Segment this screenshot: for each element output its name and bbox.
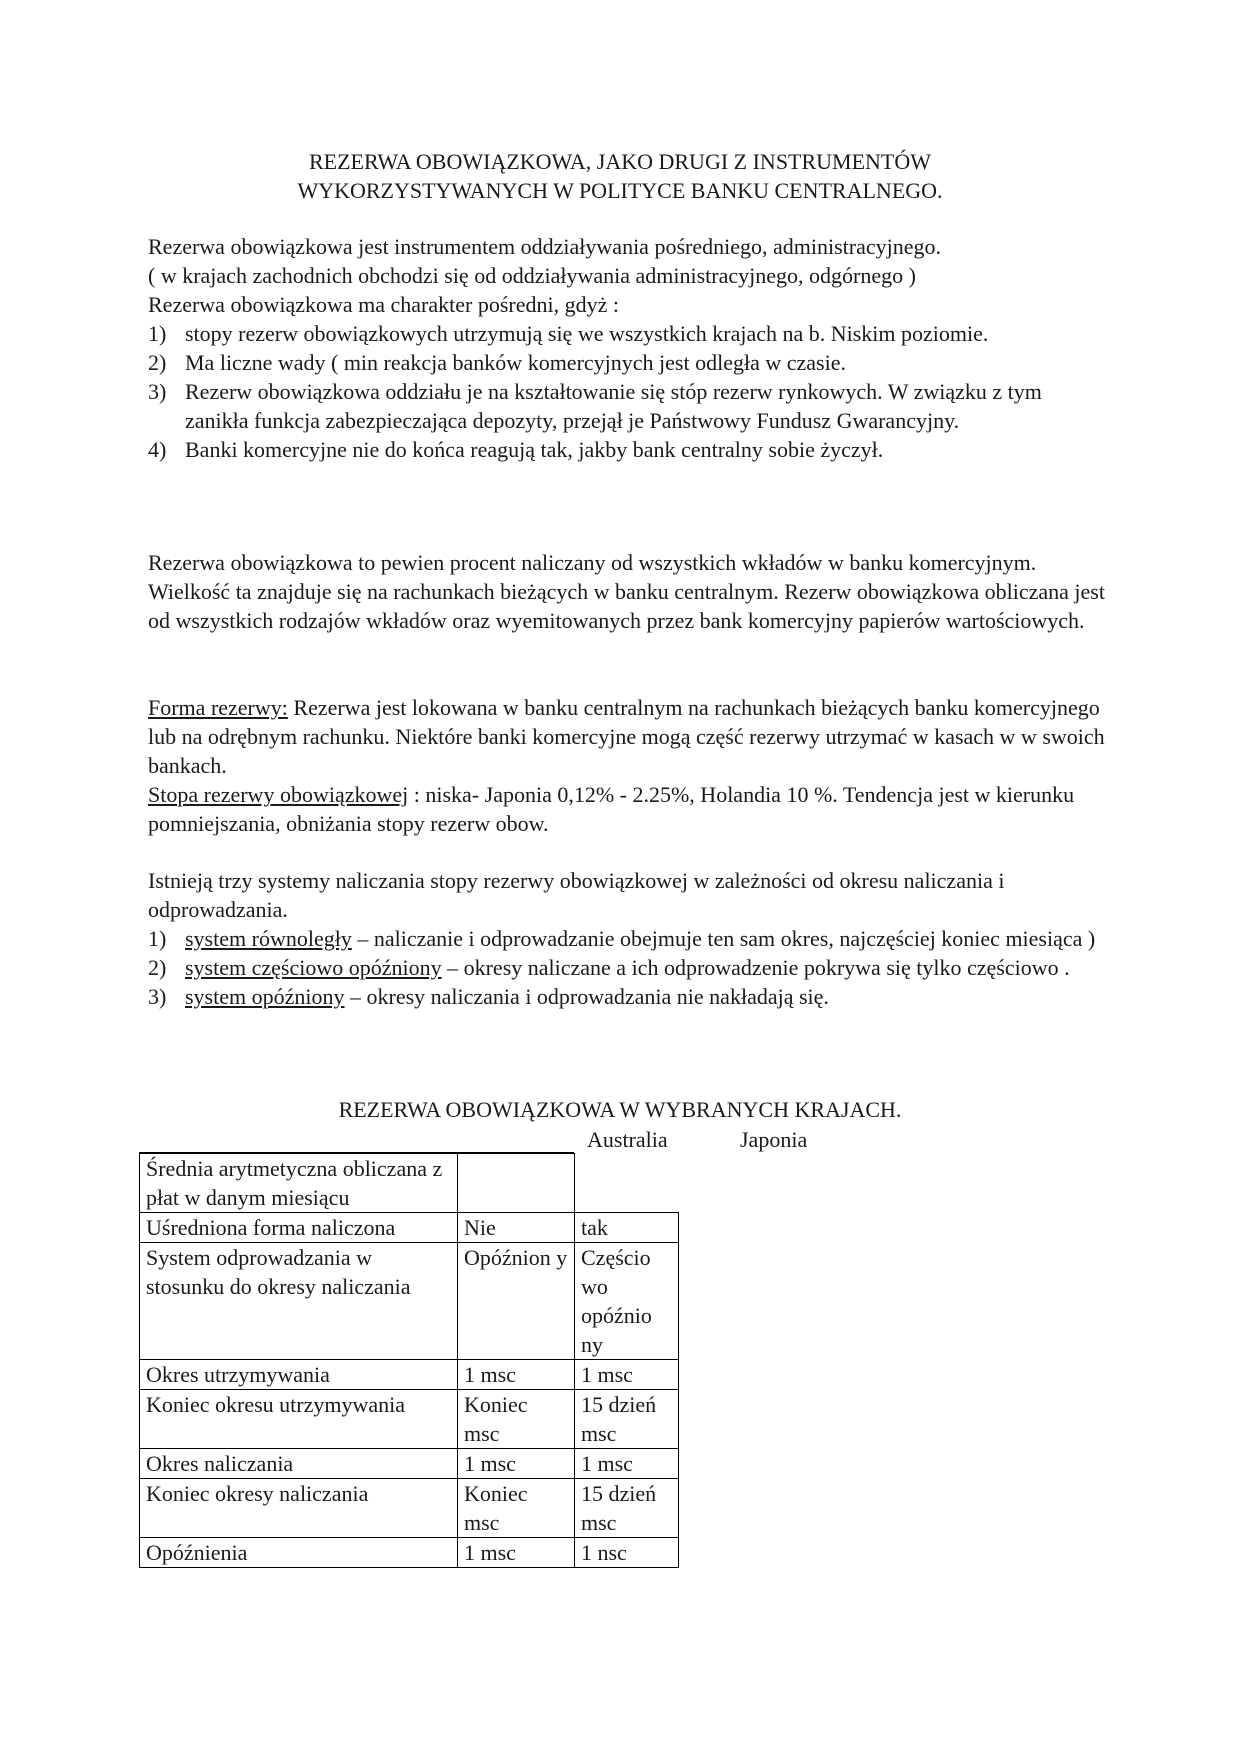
cell-australia: [458, 1154, 575, 1213]
cell-australia: Nie: [458, 1213, 575, 1243]
table-row: [140, 1538, 679, 1568]
paragraph-text: Rezerwa obowiązkowa to pewien procent naliczany od wszystkich wkładów w banku komercyjnym. Wielkość ta znajduje się na rachunkach bieżących w banku centralnym. Rezerw obowiązkowa obliczana jest od wszystkich rodzajów wkładów oraz wyemitowanych przez bank komercyjny papierów wartościowych.: [148, 550, 1105, 633]
cell-australia: Koniec msc: [458, 1390, 575, 1449]
list-text: – okresy naliczania i odprowadzania nie nakładają się.: [344, 984, 829, 1009]
list-number: 2): [148, 350, 167, 375]
forma-text: Rezerwa jest lokowana w banku centralnym na rachunkach bieżących banku komercyjnego lub na odrębnym rachunku. Niektóre banki komercyjne mogą część rezerwy utrzymać w kasach w w swoich bankach.: [148, 695, 1105, 778]
list-item: [148, 377, 1108, 435]
intro-section: [148, 232, 1108, 464]
cell-australia: 1 msc: [458, 1449, 575, 1479]
table-row: [140, 1243, 679, 1360]
list-number: 1): [148, 926, 167, 951]
column-header-japonia: Japonia: [740, 1127, 808, 1152]
document-title-line2: WYKORZYSTYWANYCH W POLITYCE BANKU CENTRALNEGO.: [297, 178, 943, 203]
stopa-paragraph: [148, 780, 1108, 838]
row-label: Średnia arytmetyczna obliczana z płat w danym miesiącu: [140, 1154, 458, 1213]
intro-line: Rezerwa obowiązkowa jest instrumentem oddziaływania pośredniego, administracyjnego.: [148, 234, 941, 259]
row-label: Koniec okresu utrzymywania: [140, 1390, 458, 1449]
list-text: Banki komercyjne nie do końca reagują tak, jakby bank centralny sobie życzył.: [185, 437, 884, 462]
cell-japonia: Częścio wo opóźnio ny: [575, 1243, 679, 1360]
table-row: [140, 1390, 679, 1449]
intro-line: ( w krajach zachodnich obchodzi się od oddziaływania administracyjnego, odgórnego ): [148, 263, 916, 288]
list-number: 4): [148, 437, 167, 462]
intro-line: Rezerwa obowiązkowa ma charakter pośredni, gdyż :: [148, 292, 619, 317]
list-text: – okresy naliczane a ich odprowadzenie pokrywa się tylko częściowo .: [441, 955, 1070, 980]
table-row: [140, 1360, 679, 1390]
systems-section: [148, 866, 1108, 1011]
list-text: – naliczanie i odprowadzanie obejmuje ten sam okres, najczęściej koniec miesiąca ): [351, 926, 1096, 951]
system-label: system opóźniony: [185, 984, 345, 1009]
row-label: System odprowadzania w stosunku do okresy naliczania: [140, 1243, 458, 1360]
list-item: [148, 319, 1108, 348]
list-text: Ma liczne wady ( min reakcja banków komercyjnych jest odległa w czasie.: [185, 350, 846, 375]
row-label: Opóźnienia: [140, 1538, 458, 1568]
cell-australia: Opóźnion y: [458, 1243, 575, 1360]
cell-japonia: [575, 1154, 679, 1213]
intro-list: [148, 319, 1108, 464]
definition-paragraph: [148, 548, 1108, 635]
cell-japonia: 15 dzień msc: [575, 1479, 679, 1538]
row-label: Okres utrzymywania: [140, 1360, 458, 1390]
cell-japonia: 1 nsc: [575, 1538, 679, 1568]
stopa-label: Stopa rezerwy obowiązkowej: [148, 782, 409, 807]
reserve-table: [139, 1153, 679, 1568]
forma-stopa-section: [148, 693, 1108, 838]
stopa-text: : niska- Japonia 0,12% - 2.25%, Holandia 10 %. Tendencja jest w kierunku pomniejszania, obniżania stopy rezerw obow.: [148, 782, 1075, 836]
cell-japonia: 1 msc: [575, 1360, 679, 1390]
cell-australia: 1 msc: [458, 1360, 575, 1390]
systems-intro: Istnieją trzy systemy naliczania stopy rezerwy obowiązkowej w zależności od okresu naliczania i odprowadzania.: [148, 868, 1005, 922]
row-label: Koniec okresy naliczania: [140, 1479, 458, 1538]
cell-japonia: tak: [575, 1213, 679, 1243]
column-header-australia: Australia: [587, 1127, 668, 1152]
list-item: [148, 982, 1108, 1011]
system-label: system częściowo opóźniony: [185, 955, 442, 980]
system-label: system równoległy: [185, 926, 352, 951]
table-row: [140, 1154, 679, 1213]
list-number: 3): [148, 984, 167, 1009]
list-item: [148, 348, 1108, 377]
row-label: Okres naliczania: [140, 1449, 458, 1479]
list-item: [148, 435, 1108, 464]
table-title: REZERWA OBOWIĄZKOWA W WYBRANYCH KRAJACH.: [338, 1097, 902, 1122]
list-number: 3): [148, 379, 167, 404]
cell-australia: 1 msc: [458, 1538, 575, 1568]
list-text: stopy rezerw obowiązkowych utrzymują się we wszystkich krajach na b. Niskim poziomie.: [185, 321, 989, 346]
forma-paragraph: [148, 693, 1108, 780]
cell-japonia: 15 dzień msc: [575, 1390, 679, 1449]
table-row: [140, 1449, 679, 1479]
row-label: Uśredniona forma naliczona: [140, 1213, 458, 1243]
list-item: [148, 953, 1108, 982]
forma-label: Forma rezerwy:: [148, 695, 288, 720]
list-text: Rezerw obowiązkowa oddziału je na kształtowanie się stóp rezerw rynkowych. W związku z tym zanikła funkcja zabezpieczająca depozyty, przejął je Państwowy Fundusz Gwarancyjny.: [185, 379, 1042, 433]
list-item: [148, 924, 1108, 953]
list-number: 2): [148, 955, 167, 980]
systems-list: [148, 924, 1108, 1011]
list-number: 1): [148, 321, 167, 346]
cell-australia: Koniec msc: [458, 1479, 575, 1538]
table-row: [140, 1479, 679, 1538]
table-row: [140, 1213, 679, 1243]
document-title-line1: REZERWA OBOWIĄZKOWA, JAKO DRUGI Z INSTRUMENTÓW: [308, 149, 932, 174]
cell-japonia: 1 msc: [575, 1449, 679, 1479]
